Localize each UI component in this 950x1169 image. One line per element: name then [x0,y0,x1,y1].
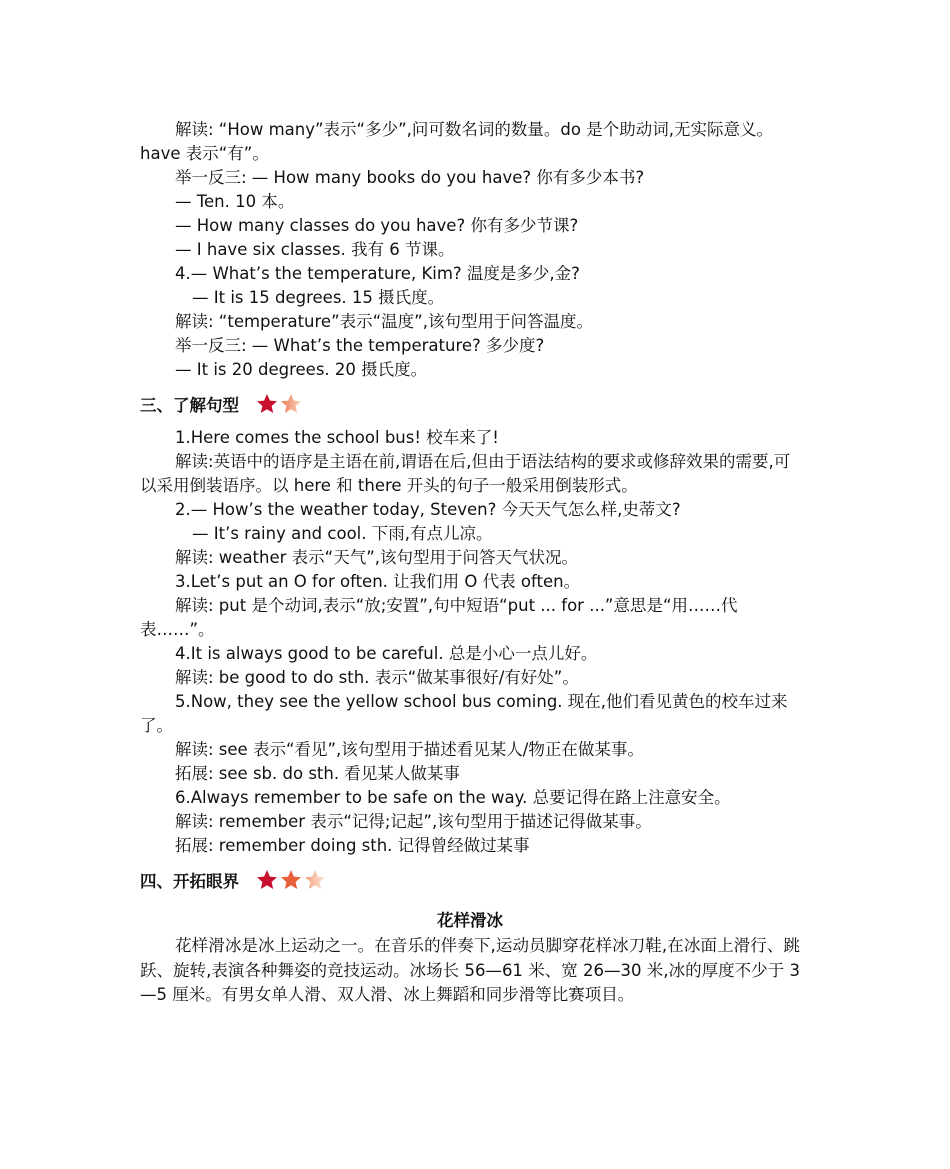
text-line: 解读: “temperature”表示“温度”,该句型用于问答温度。 [175,312,593,331]
text-line: 4.It is always good to be careful. 总是小心一点儿好。 [175,644,598,663]
text-line: — It is 20 degrees. 20 摄氏度。 [175,360,428,379]
text-line: 3.Let’s put an O for often. 让我们用 O 代表 often。 [175,572,581,591]
star-icon [279,868,303,892]
text-line: 解读: be good to do sth. 表示“做某事很好/有好处”。 [175,668,579,687]
text-line: 解读: see 表示“看见”,该句型用于描述看见某人/物正在做某事。 [175,740,644,759]
text-line: 解读: weather 表示“天气”,该句型用于问答天气状况。 [175,548,579,567]
text-line: 拓展: see sb. do sth. 看见某人做某事 [175,764,460,783]
text-line: — It is 15 degrees. 15 摄氏度。 [192,288,445,307]
star-icon [279,392,303,416]
text-line: 4.— What’s the temperature, Kim? 温度是多少,金? [175,264,580,283]
star-icon [255,392,279,416]
text-line: 举一反三: — What’s the temperature? 多少度? [175,336,545,355]
difficulty-stars [255,392,303,416]
article-paragraph: 花样滑冰是冰上运动之一。在音乐的伴奏下,运动员脚穿花样冰刀鞋,在冰面上滑行、跳跃、旋转,表演各种舞姿的竞技运动。冰场长 56—61 米、宽 26—30 米,冰的厚度不少于 3—5 厘米。有男女单人滑、双人滑、冰上舞蹈和同步滑等比赛项目。 [140,936,800,1004]
text-line: — It’s rainy and cool. 下雨,有点儿凉。 [192,524,493,543]
document-page [140,118,800,1008]
text-line: 5.Now, they see the yellow school bus coming. 现在,他们看见黄色的校车过来了。 [140,692,788,735]
star-icon [255,868,279,892]
difficulty-stars [255,868,327,892]
text-line: — How many classes do you have? 你有多少节课? [175,216,579,235]
section-heading [140,858,800,902]
text-line: 解读:英语中的语序是主语在前,谓语在后,但由于语法结构的要求或修辞效果的需要,可以采用倒装语序。以 here 和 there 开头的句子一般采用倒装形式。 [140,452,791,495]
text-line: — Ten. 10 本。 [175,192,295,211]
text-line: 解读: remember 表示“记得;记起”,该句型用于描述记得做某事。 [175,812,652,831]
text-line: 拓展: remember doing sth. 记得曾经做过某事 [175,836,530,855]
text-line: 解读: put 是个动词,表示“放;安置”,句中短语“put ... for ...”意思是“用……代表……”。 [140,596,738,639]
text-line: 2.— How’s the weather today, Steven? 今天天气怎么样,史蒂文? [175,500,681,519]
section-heading [140,382,800,426]
text-line: 1.Here comes the school bus! 校车来了! [175,428,499,447]
text-line: — I have six classes. 我有 6 节课。 [175,240,455,259]
section-heading-text: 四、开拓眼界 [140,872,239,891]
text-line: 举一反三: — How many books do you have? 你有多少本书? [175,168,645,187]
section-heading-text: 三、了解句型 [140,396,239,415]
article-title: 花样滑冰 [437,911,503,930]
text-line: 解读: “How many”表示“多少”,问可数名词的数量。do 是个助动词,无实际意义。have 表示“有”。 [140,120,773,163]
text-line: 6.Always remember to be safe on the way. 总要记得在路上注意安全。 [175,788,731,807]
star-icon [303,868,327,892]
